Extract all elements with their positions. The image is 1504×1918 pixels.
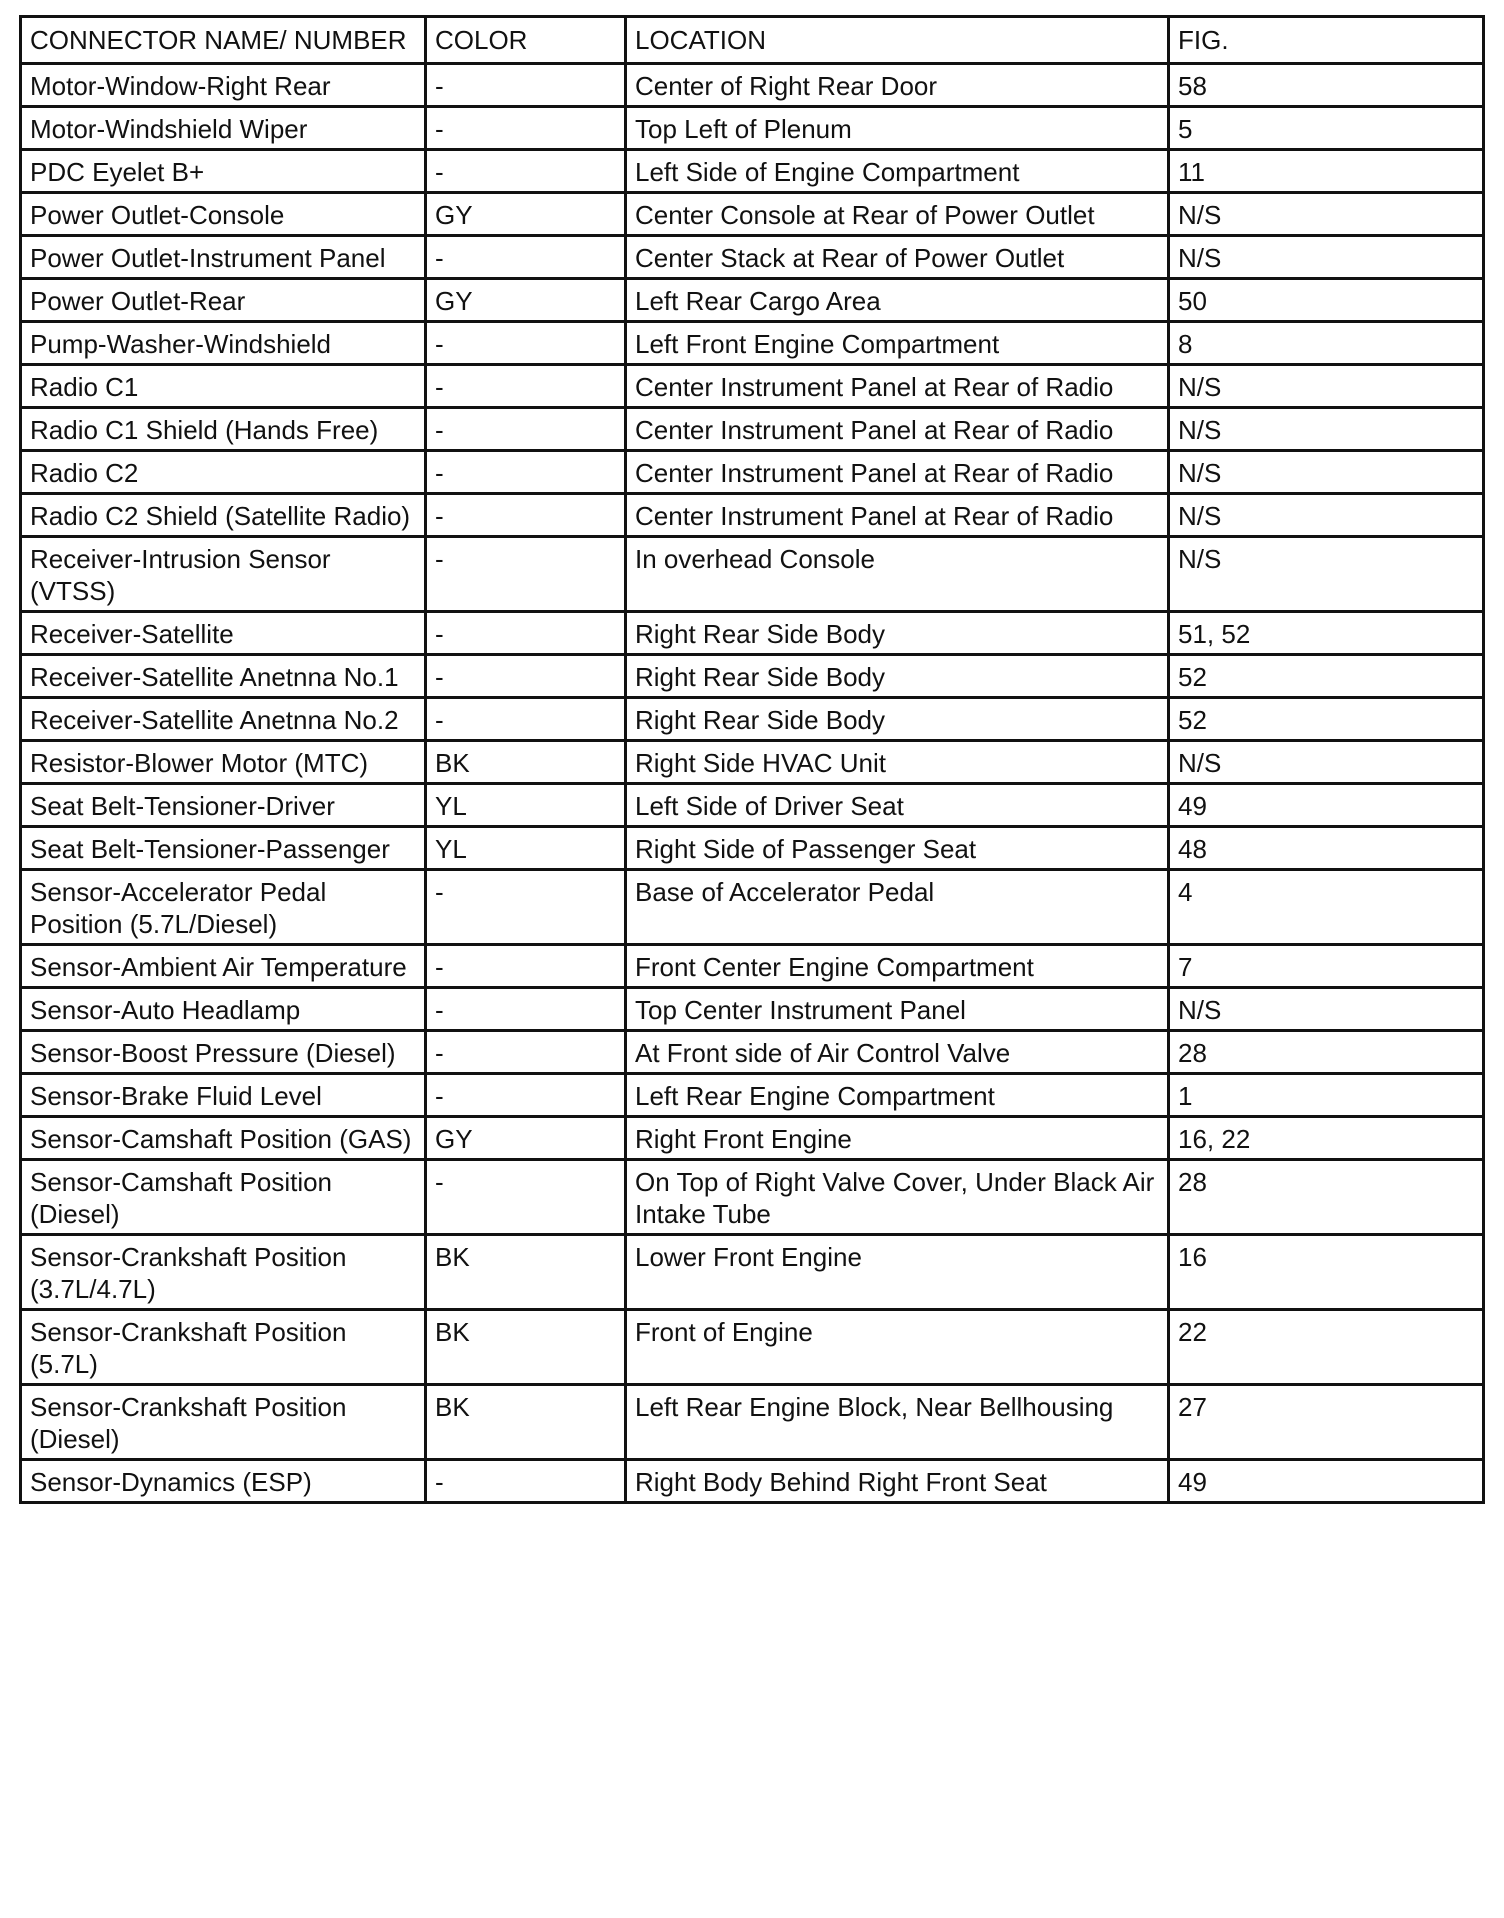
cell-connector-name: Sensor-Ambient Air Temperature [21,945,426,988]
cell-location: Center of Right Rear Door [626,64,1169,107]
cell-color: - [426,945,626,988]
cell-fig: N/S [1169,494,1484,537]
table-row [21,1235,1484,1310]
header-location: LOCATION [626,17,1169,64]
cell-connector-name: Motor-Window-Right Rear [21,64,426,107]
cell-connector-name: Seat Belt-Tensioner-Driver [21,784,426,827]
cell-color: GY [426,1117,626,1160]
cell-connector-name: Sensor-Brake Fluid Level [21,1074,426,1117]
cell-fig: 8 [1169,322,1484,365]
cell-color: YL [426,784,626,827]
cell-fig: 58 [1169,64,1484,107]
table-row [21,107,1484,150]
cell-fig: 16 [1169,1235,1484,1310]
table-row [21,1385,1484,1460]
table-row [21,537,1484,612]
cell-location: Left Rear Engine Compartment [626,1074,1169,1117]
cell-color: BK [426,1235,626,1310]
cell-color: - [426,537,626,612]
cell-fig: 50 [1169,279,1484,322]
cell-connector-name: PDC Eyelet B+ [21,150,426,193]
cell-location: Left Side of Driver Seat [626,784,1169,827]
cell-color: - [426,365,626,408]
cell-location: Front Center Engine Compartment [626,945,1169,988]
table-row [21,279,1484,322]
table-row [21,1160,1484,1235]
cell-connector-name: Resistor-Blower Motor (MTC) [21,741,426,784]
cell-connector-name: Power Outlet-Instrument Panel [21,236,426,279]
table-row [21,365,1484,408]
cell-location: Top Left of Plenum [626,107,1169,150]
cell-location: Right Side of Passenger Seat [626,827,1169,870]
cell-connector-name: Sensor-Accelerator Pedal Position (5.7L/Diesel) [21,870,426,945]
cell-location: Left Side of Engine Compartment [626,150,1169,193]
cell-connector-name: Sensor-Crankshaft Position (3.7L/4.7L) [21,1235,426,1310]
connector-table-page [19,15,1482,1504]
cell-location: Center Instrument Panel at Rear of Radio [626,451,1169,494]
cell-fig: N/S [1169,988,1484,1031]
cell-connector-name: Seat Belt-Tensioner-Passenger [21,827,426,870]
header-fig: FIG. [1169,17,1484,64]
cell-fig: 22 [1169,1310,1484,1385]
cell-color: - [426,1074,626,1117]
table-row [21,408,1484,451]
table-row [21,193,1484,236]
table-row [21,1031,1484,1074]
cell-location: Right Rear Side Body [626,612,1169,655]
cell-connector-name: Sensor-Crankshaft Position (5.7L) [21,1310,426,1385]
cell-fig: 4 [1169,870,1484,945]
cell-location: On Top of Right Valve Cover, Under Black Air Intake Tube [626,1160,1169,1235]
cell-fig: 5 [1169,107,1484,150]
cell-color: - [426,698,626,741]
cell-location: In overhead Console [626,537,1169,612]
cell-color: - [426,988,626,1031]
cell-location: Right Rear Side Body [626,655,1169,698]
cell-color: GY [426,279,626,322]
cell-connector-name: Receiver-Satellite [21,612,426,655]
cell-fig: N/S [1169,236,1484,279]
cell-color: YL [426,827,626,870]
cell-color: - [426,322,626,365]
cell-connector-name: Radio C2 [21,451,426,494]
cell-connector-name: Receiver-Satellite Anetnna No.2 [21,698,426,741]
table-row [21,64,1484,107]
cell-connector-name: Power Outlet-Rear [21,279,426,322]
connector-location-table [19,15,1485,1504]
header-color: COLOR [426,17,626,64]
cell-location: Center Instrument Panel at Rear of Radio [626,365,1169,408]
cell-location: Front of Engine [626,1310,1169,1385]
cell-fig: N/S [1169,451,1484,494]
cell-fig: N/S [1169,365,1484,408]
table-row [21,698,1484,741]
cell-connector-name: Sensor-Auto Headlamp [21,988,426,1031]
cell-color: - [426,1160,626,1235]
cell-color: - [426,870,626,945]
cell-color: - [426,494,626,537]
table-row [21,1460,1484,1503]
cell-fig: 16, 22 [1169,1117,1484,1160]
cell-fig: N/S [1169,408,1484,451]
cell-connector-name: Sensor-Crankshaft Position (Diesel) [21,1385,426,1460]
cell-fig: 49 [1169,784,1484,827]
table-row [21,655,1484,698]
table-row [21,870,1484,945]
table-row [21,236,1484,279]
cell-location: Right Side HVAC Unit [626,741,1169,784]
cell-fig: 49 [1169,1460,1484,1503]
table-row [21,827,1484,870]
table-row [21,322,1484,365]
cell-fig: N/S [1169,193,1484,236]
cell-fig: 11 [1169,150,1484,193]
cell-location: Left Rear Cargo Area [626,279,1169,322]
table-row [21,612,1484,655]
cell-connector-name: Motor-Windshield Wiper [21,107,426,150]
cell-connector-name: Sensor-Boost Pressure (Diesel) [21,1031,426,1074]
cell-connector-name: Radio C2 Shield (Satellite Radio) [21,494,426,537]
cell-color: - [426,236,626,279]
cell-fig: 7 [1169,945,1484,988]
table-row [21,741,1484,784]
table-row [21,784,1484,827]
cell-color: GY [426,193,626,236]
table-body [21,64,1484,1503]
table-header [21,17,1484,64]
cell-location: Left Front Engine Compartment [626,322,1169,365]
table-row [21,1310,1484,1385]
cell-color: - [426,64,626,107]
table-row [21,988,1484,1031]
table-row [21,451,1484,494]
table-row [21,1074,1484,1117]
cell-location: Right Front Engine [626,1117,1169,1160]
cell-location: Center Instrument Panel at Rear of Radio [626,494,1169,537]
cell-connector-name: Pump-Washer-Windshield [21,322,426,365]
cell-fig: 48 [1169,827,1484,870]
cell-color: - [426,451,626,494]
cell-fig: 1 [1169,1074,1484,1117]
header-connector-name: CONNECTOR NAME/ NUMBER [21,17,426,64]
cell-connector-name: Power Outlet-Console [21,193,426,236]
cell-fig: 28 [1169,1031,1484,1074]
cell-location: Lower Front Engine [626,1235,1169,1310]
table-row [21,945,1484,988]
cell-color: BK [426,1310,626,1385]
cell-location: At Front side of Air Control Valve [626,1031,1169,1074]
cell-fig: 52 [1169,655,1484,698]
cell-location: Center Stack at Rear of Power Outlet [626,236,1169,279]
cell-location: Top Center Instrument Panel [626,988,1169,1031]
cell-connector-name: Sensor-Camshaft Position (GAS) [21,1117,426,1160]
cell-color: BK [426,1385,626,1460]
cell-fig: 28 [1169,1160,1484,1235]
cell-location: Right Rear Side Body [626,698,1169,741]
cell-location: Center Console at Rear of Power Outlet [626,193,1169,236]
cell-color: - [426,612,626,655]
cell-color: - [426,1460,626,1503]
cell-fig: 52 [1169,698,1484,741]
cell-location: Center Instrument Panel at Rear of Radio [626,408,1169,451]
table-row [21,150,1484,193]
cell-connector-name: Receiver-Intrusion Sensor (VTSS) [21,537,426,612]
cell-color: - [426,107,626,150]
cell-connector-name: Radio C1 Shield (Hands Free) [21,408,426,451]
cell-color: BK [426,741,626,784]
cell-color: - [426,655,626,698]
cell-location: Base of Accelerator Pedal [626,870,1169,945]
header-row [21,17,1484,64]
cell-connector-name: Sensor-Camshaft Position (Diesel) [21,1160,426,1235]
cell-connector-name: Sensor-Dynamics (ESP) [21,1460,426,1503]
cell-location: Left Rear Engine Block, Near Bellhousing [626,1385,1169,1460]
cell-connector-name: Radio C1 [21,365,426,408]
cell-fig: 51, 52 [1169,612,1484,655]
cell-location: Right Body Behind Right Front Seat [626,1460,1169,1503]
table-row [21,494,1484,537]
cell-fig: N/S [1169,741,1484,784]
cell-color: - [426,150,626,193]
cell-color: - [426,408,626,451]
table-row [21,1117,1484,1160]
cell-connector-name: Receiver-Satellite Anetnna No.1 [21,655,426,698]
cell-fig: 27 [1169,1385,1484,1460]
cell-color: - [426,1031,626,1074]
cell-fig: N/S [1169,537,1484,612]
